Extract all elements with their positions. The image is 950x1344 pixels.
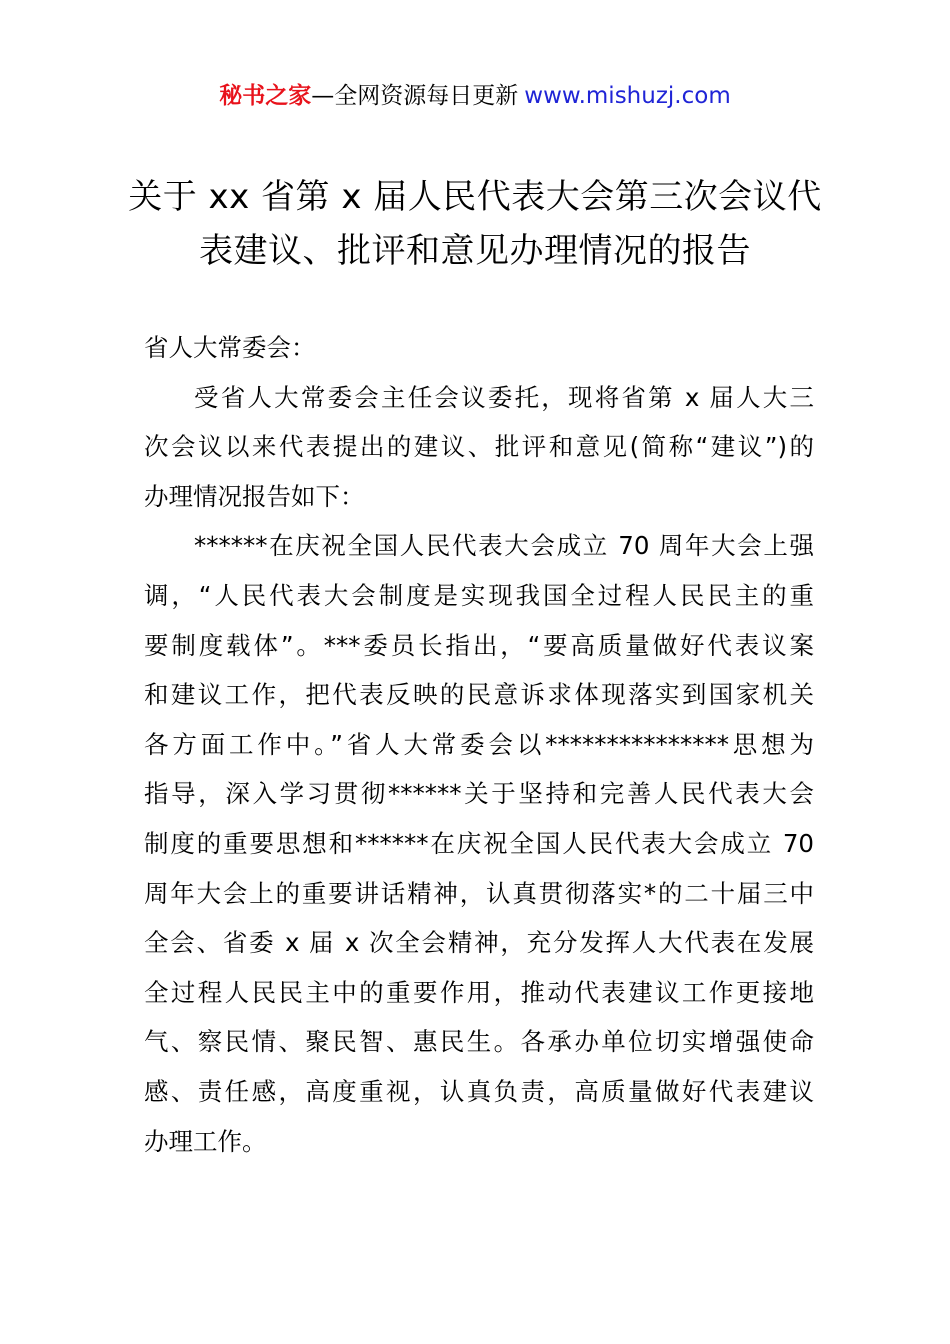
paragraph-line: 全过程人民民主中的重要作用，推动代表建议工作更接地: [144, 977, 814, 1007]
paragraph-line: ******在庆祝全国人民代表大会成立 70 周年大会上强: [194, 531, 814, 561]
paragraph-line: 和建议工作，把代表反映的民意诉求体现落实到国家机关: [144, 680, 814, 710]
title-line: 表建议、批评和意见办理情况的报告: [199, 231, 751, 271]
paragraph-2: [144, 521, 814, 1166]
paragraph-line: 各方面工作中。”省人大常委会以***************思想为: [144, 729, 814, 759]
paragraph-line: 气、察民情、聚民智、惠民生。各承办单位切实增强使命: [144, 1027, 814, 1057]
brand-name: 秘书之家: [219, 83, 312, 109]
paragraph-line: 制度的重要思想和******在庆祝全国人民代表大会成立 70: [144, 828, 814, 858]
document-title: [100, 170, 850, 278]
paragraph-line: 要制度载体”。***委员长指出，“要高质量做好代表议案: [144, 630, 814, 660]
paragraph-line: 感、责任感，高度重视，认真负责，高质量做好代表建议: [144, 1076, 814, 1106]
banner-dash: —: [311, 83, 335, 109]
site-banner: [0, 80, 950, 112]
paragraph-line: 办理情况报告如下：: [144, 481, 365, 511]
title-line: 关于 xx 省第 x 届人民代表大会第三次会议代: [128, 177, 822, 217]
paragraph-line: 次会议以来代表提出的建议、批评和意见(简称“建议”)的: [144, 432, 814, 462]
paragraph-line: 全会、省委 x 届 x 次全会精神，充分发挥人大代表在发展: [144, 928, 814, 958]
paragraph-line: 周年大会上的重要讲话精神，认真贯彻落实*的二十届三中: [144, 878, 814, 908]
salutation: 省人大常委会：: [144, 333, 316, 362]
paragraph-line: 办理工作。: [144, 1126, 267, 1156]
paragraph-1: [144, 373, 814, 522]
paragraph-line: 受省人大常委会主任会议委托，现将省第 x 届人大三: [194, 382, 814, 412]
document-body: [144, 323, 814, 1166]
banner-slogan: 全网资源每日更新: [334, 83, 519, 109]
site-url-link[interactable]: www.mishuzj.com: [524, 83, 731, 109]
paragraph-line: 指导，深入学习贯彻******关于坚持和完善人民代表大会: [144, 779, 814, 809]
paragraph-line: 调，“人民代表大会制度是实现我国全过程人民民主的重: [144, 580, 814, 610]
